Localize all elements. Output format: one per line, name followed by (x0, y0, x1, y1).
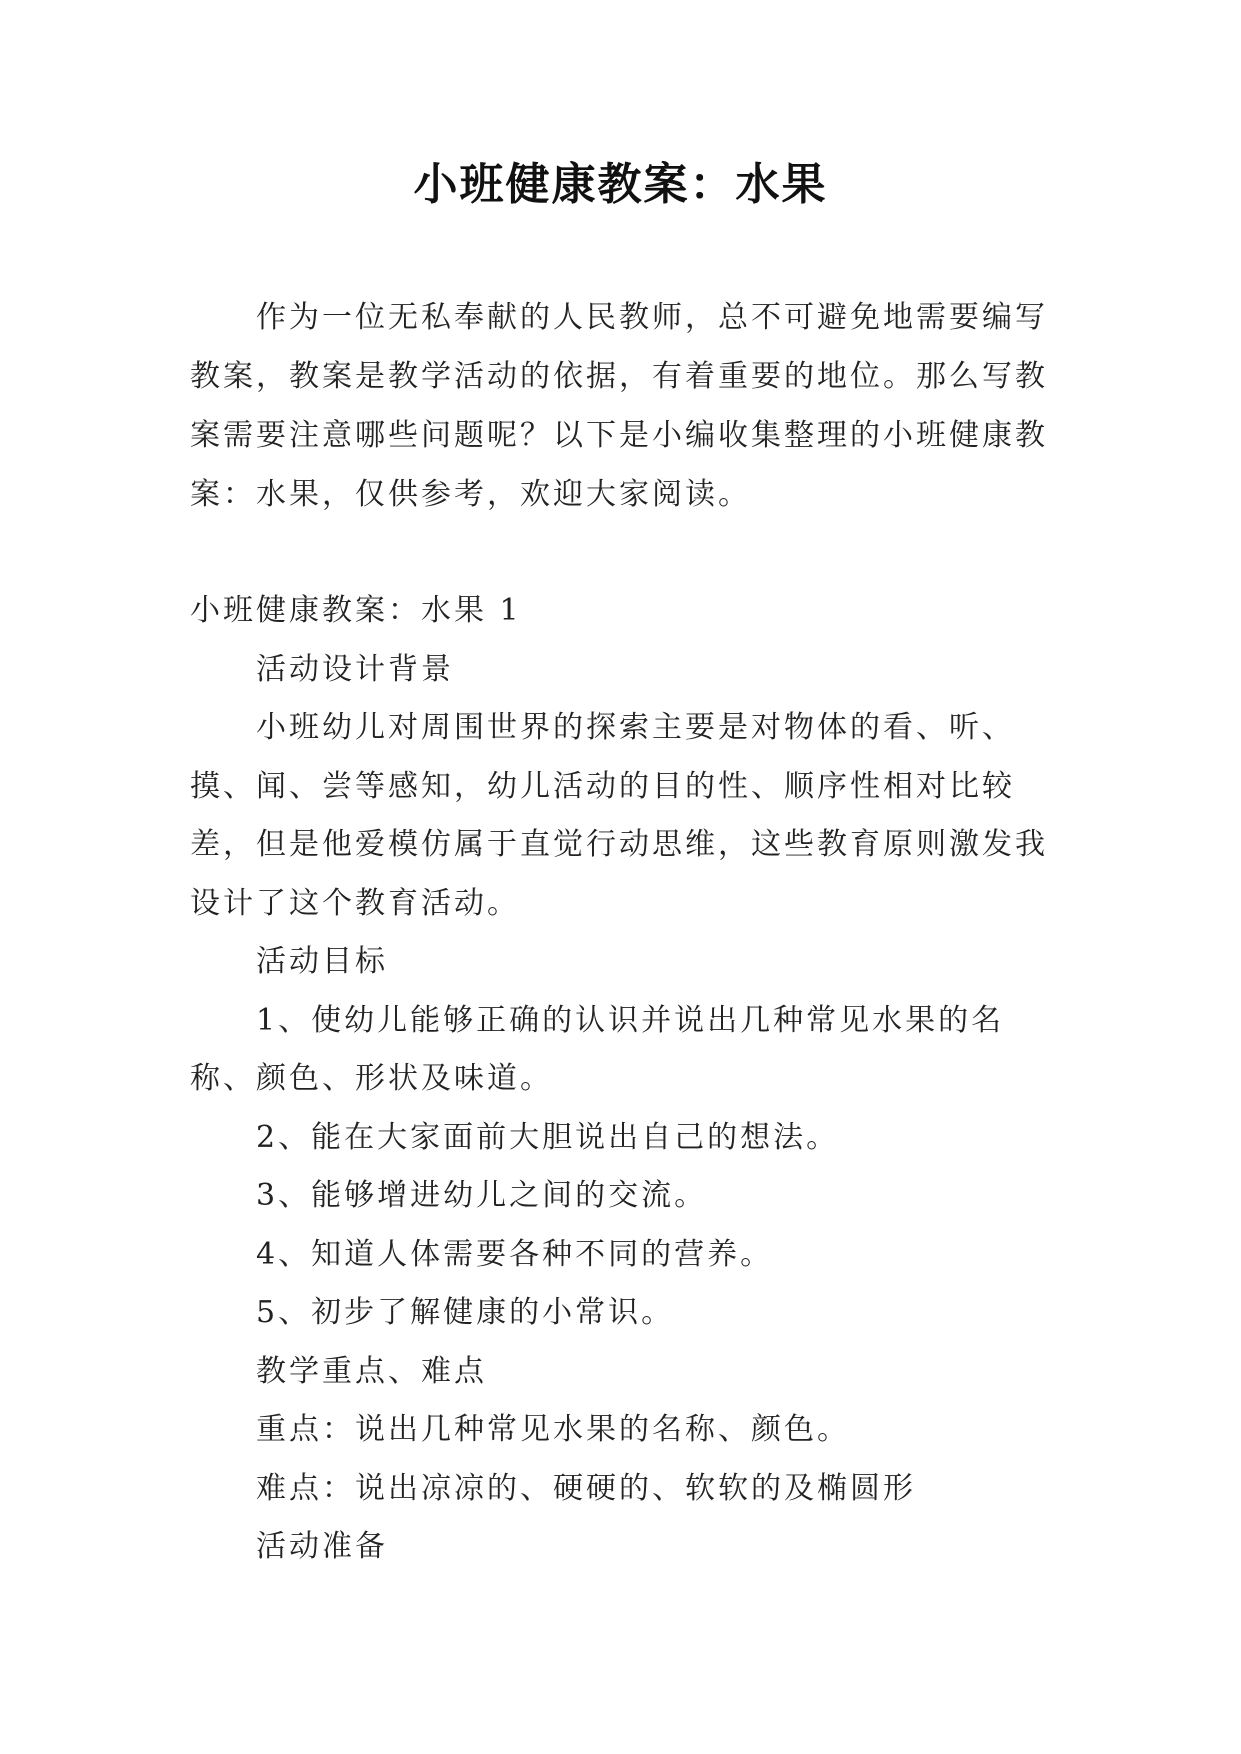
section-title: 小班健康教案：水果 1 (190, 593, 522, 628)
goal-item: 1、使幼儿能够正确的认识并说出几种常见水果的名称、颜色、形状及味道。 (190, 1002, 1005, 1096)
background-heading: 活动设计背景 (256, 651, 454, 687)
document-title: 小班健康教案：水果 (413, 159, 828, 210)
goals-heading: 活动目标 (256, 944, 388, 979)
goal-item: 5、初步了解健康的小常识。 (256, 1295, 675, 1330)
difficult-point: 难点：说出凉凉的、硬硬的、软软的及椭圆形 (256, 1470, 916, 1506)
goal-item: 3、能够增进幼儿之间的交流。 (256, 1178, 708, 1213)
background-paragraph: 小班幼儿对周围世界的探索主要是对物体的看、听、摸、闻、尝等感知，幼儿活动的目的性、顺序性相对比较差，但是他爱模仿属于直觉行动思维，这些教育原则激发我设计了这个教育活动。 (190, 710, 1048, 921)
prep-heading: 活动准备 (256, 1529, 388, 1564)
goal-item: 4、知道人体需要各种不同的营养。 (256, 1236, 774, 1272)
key-point: 重点：说出几种常见水果的名称、颜色。 (256, 1412, 850, 1447)
goal-item: 2、能在大家面前大胆说出自己的想法。 (256, 1119, 840, 1155)
key-heading: 教学重点、难点 (256, 1353, 487, 1389)
document-body (190, 582, 1070, 1577)
intro-paragraph: 作为一位无私奉献的人民教师，总不可避免地需要编写教案，教案是教学活动的依据，有着重要的地位。那么写教案需要注意哪些问题呢？以下是小编收集整理的小班健康教案：水果，仅供参考，欢迎大家阅读。 (190, 300, 1048, 512)
